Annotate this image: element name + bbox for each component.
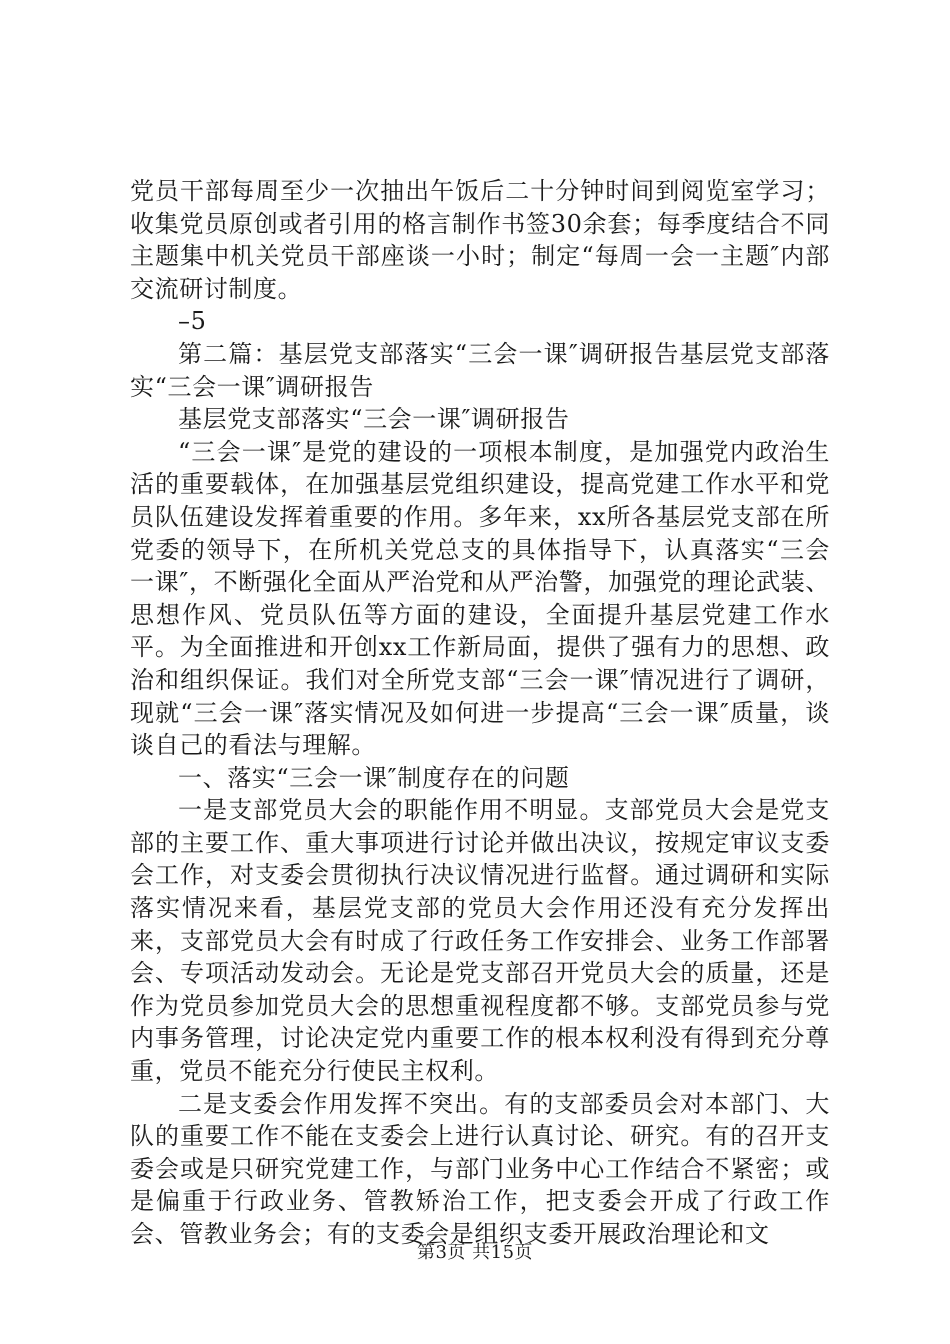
paragraph-continuation: 党员干部每周至少一次抽出午饭后二十分钟时间到阅览室学习；收集党员原创或者引用的格言制作书签30余套；每季度结合不同主题集中机关党员干部座谈一小时；制定“每周一会一主题″内部交流研讨制度。 [130,177,830,303]
paragraph-intro: “三会一课″是党的建设的一项根本制度，是加强党内政治生活的重要载体，在加强基层党组织建设，提高党建工作水平和党员队伍建设发挥着重要的作用。多年来，xx所各基层党支部在所党委的领导下，在所机关党总支的具体指导下，认真落实“三会一课″，不断强化全面从严治党和从严治警，加强党的理论武装、思想作风、党员队伍等方面的建设，全面提升基层党建工作水平。为全面推进和开创xx工作新局面，提供了强有力的思想、政治和组织保证。我们对全所党支部“三会一课″情况进行了调研，现就“三会一课″落实情况及如何进一步提高“三会一课″质量，谈谈自己的看法与理解。 [130,437,830,760]
page-footer: 第3页 共15页 [416,1242,534,1263]
page-marker: –5 [178,307,207,336]
paragraph-point-one: 一是支部党员大会的职能作用不明显。支部党员大会是党支部的主要工作、重大事项进行讨论并做出决议，按规定审议支委会工作，对支委会贯彻执行决议情况进行监督。通过调研和实际落实情况来看，基层党支部的党员大会作用还没有充分发挥出来，支部党员大会有时成了行政任务工作安排会、业务工作部署会、专项活动发动会。无论是党支部召开党员大会的质量，还是作为党员参加党员大会的思想重视程度都不够。支部党员参与党内事务管理，讨论决定党内重要工作的根本权利没有得到充分尊重，党员不能充分行使民主权利。 [130,796,830,1086]
paragraph-point-two: 二是支委会作用发挥不突出。有的支部委员会对本部门、大队的重要工作不能在支委会上进行认真讨论、研究。有的召开支委会或是只研究党建工作，与部门业务中心工作结合不紧密；或是偏重于行政业务、管教矫治工作，把支委会开成了行政工作会、管教业务会；有的支委会是组织支委开展政治理论和文 [130,1089,830,1248]
report-title: 基层党支部落实“三会一课″调研报告 [178,405,570,434]
document-body [130,175,830,1251]
section-heading: 第二篇：基层党支部落实“三会一课″调研报告基层党支部落实“三会一课″调研报告 [130,339,830,401]
subheading-problems: 一、落实“三会一课″制度存在的问题 [178,763,570,792]
